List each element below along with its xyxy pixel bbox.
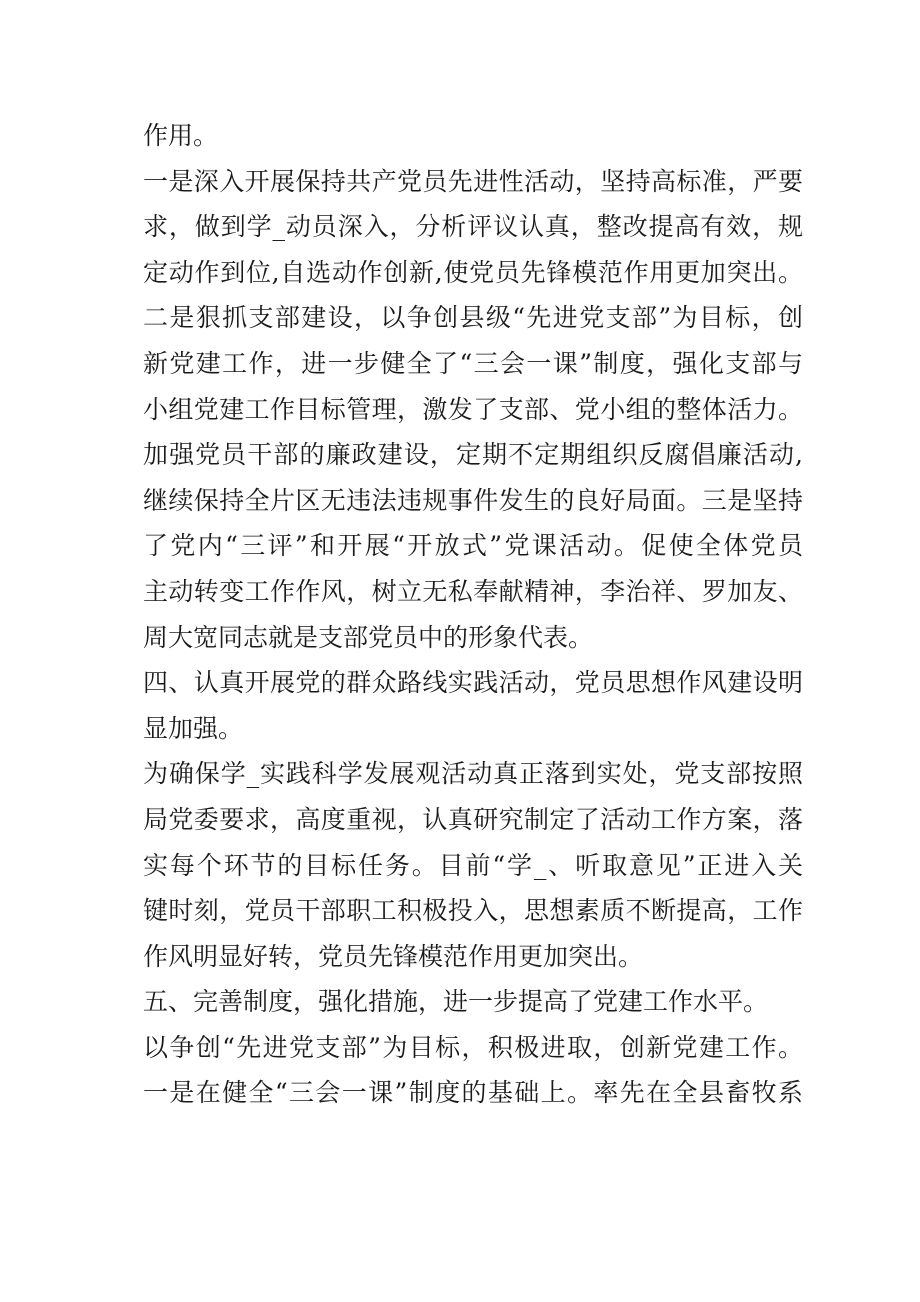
text-line: 求，做到学_动员深入，分析评议认真，整改提高有效，规 [143,212,803,242]
text-line: 定动作到位,自选动作创新,使党员先锋模范作用更加突出。 [143,257,803,287]
text-line: 键时刻，党员干部职工积极投入，思想素质不断提高，工作 [143,896,803,926]
text-line: 了党内“三评”和开展“开放式”党课活动。促使全体党员 [143,531,803,561]
text-line: 局党委要求，高度重视，认真研究制定了活动工作方案，落 [143,804,803,834]
text-line: 二是狠抓支部建设，以争创县级“先进党支部”为目标，创 [143,303,803,333]
text-line: 作用。 [143,121,219,150]
text-line: 四、认真开展党的群众路线实践活动，党员思想作风建设明 [143,668,803,698]
text-line: 小组党建工作目标管理，激发了支部、党小组的整体活力。 [143,394,803,424]
text-line: 加强党员干部的廉政建设，定期不定期组织反腐倡廉活动, [143,440,803,470]
text-line: 继续保持全片区无违法违规事件发生的良好局面。三是坚持 [143,485,803,515]
text-line: 一是深入开展保持共产党员先进性活动，坚持高标准，严要 [143,166,803,196]
text-line: 五、完善制度，强化措施，进一步提高了党建工作水平。 [143,987,769,1017]
text-line: 为确保学_实践科学发展观活动真正落到实处，党支部按照 [143,759,803,789]
text-line: 以争创“先进党支部”为目标，积极进取，创新党建工作。 [143,1032,803,1062]
text-line: 一是在健全“三会一课”制度的基础上。率先在全县畜牧系 [143,1078,803,1108]
text-line: 周大宽同志就是支部党员中的形象代表。 [143,622,594,652]
document-body [143,113,803,1116]
text-line: 新党建工作，进一步健全了“三会一课”制度，强化支部与 [143,348,803,378]
text-line: 作风明显好转，党员先锋模范作用更加突出。 [143,941,644,971]
text-line: 实每个环节的目标任务。目前“学_、听取意见”正进入关 [143,850,803,880]
text-line: 主动转变工作作风，树立无私奉献精神，李治祥、罗加友、 [143,576,803,606]
text-line: 显加强。 [143,713,244,743]
